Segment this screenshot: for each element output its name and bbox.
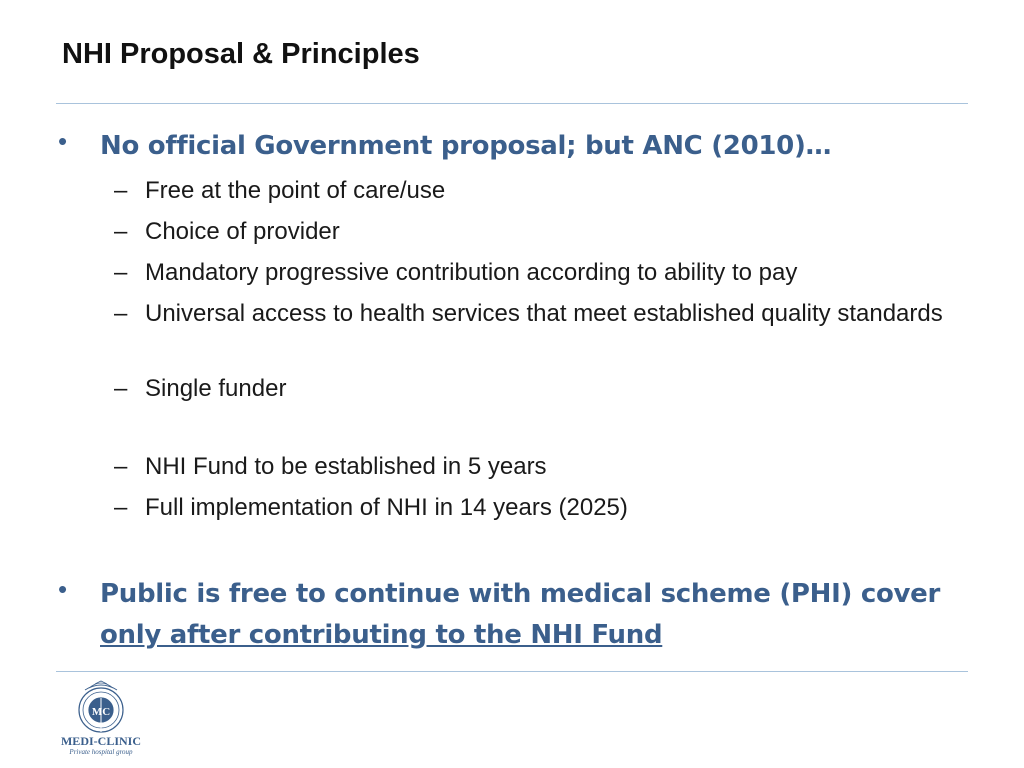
sub-item-text: Free at the point of care/use — [145, 177, 446, 204]
emblem-letters: MC — [91, 706, 111, 718]
sub-item-text: Universal access to health services that meet established quality standards — [145, 300, 943, 327]
sub-item-text: Mandatory progressive contribution according to ability to pay — [145, 259, 798, 286]
slide-title: NHI Proposal & Principles — [62, 38, 420, 70]
bullet-2-plain-text: Public is free to continue with medical scheme (PHI) cover — [100, 579, 941, 609]
bullet-marker: • — [58, 574, 68, 604]
top-divider — [56, 103, 968, 104]
logo-name: MEDI-CLINIC — [60, 734, 141, 748]
bullet-1-text: No official Government proposal; but ANC (2010)… — [100, 131, 832, 161]
sub-item-text: Single funder — [145, 375, 287, 402]
dash-marker: – — [114, 494, 128, 521]
dash-marker: – — [114, 300, 128, 327]
sub-item-text: NHI Fund to be established in 5 years — [145, 453, 547, 480]
dash-marker: – — [114, 259, 128, 286]
bullet-2-underlined-text: only after contributing to the NHI Fund — [100, 620, 663, 650]
dash-marker: – — [114, 375, 128, 402]
dash-marker: – — [114, 218, 128, 245]
bullet-2-text — [100, 574, 950, 656]
dash-marker: – — [114, 453, 128, 480]
logo-tagline: Private hospital group — [69, 748, 133, 756]
bullet-marker: • — [58, 126, 68, 156]
bottom-divider — [56, 671, 968, 672]
dash-marker: – — [114, 177, 128, 204]
sub-item-text: Full implementation of NHI in 14 years (2025) — [145, 494, 628, 521]
sub-item-text: Choice of provider — [145, 218, 340, 245]
